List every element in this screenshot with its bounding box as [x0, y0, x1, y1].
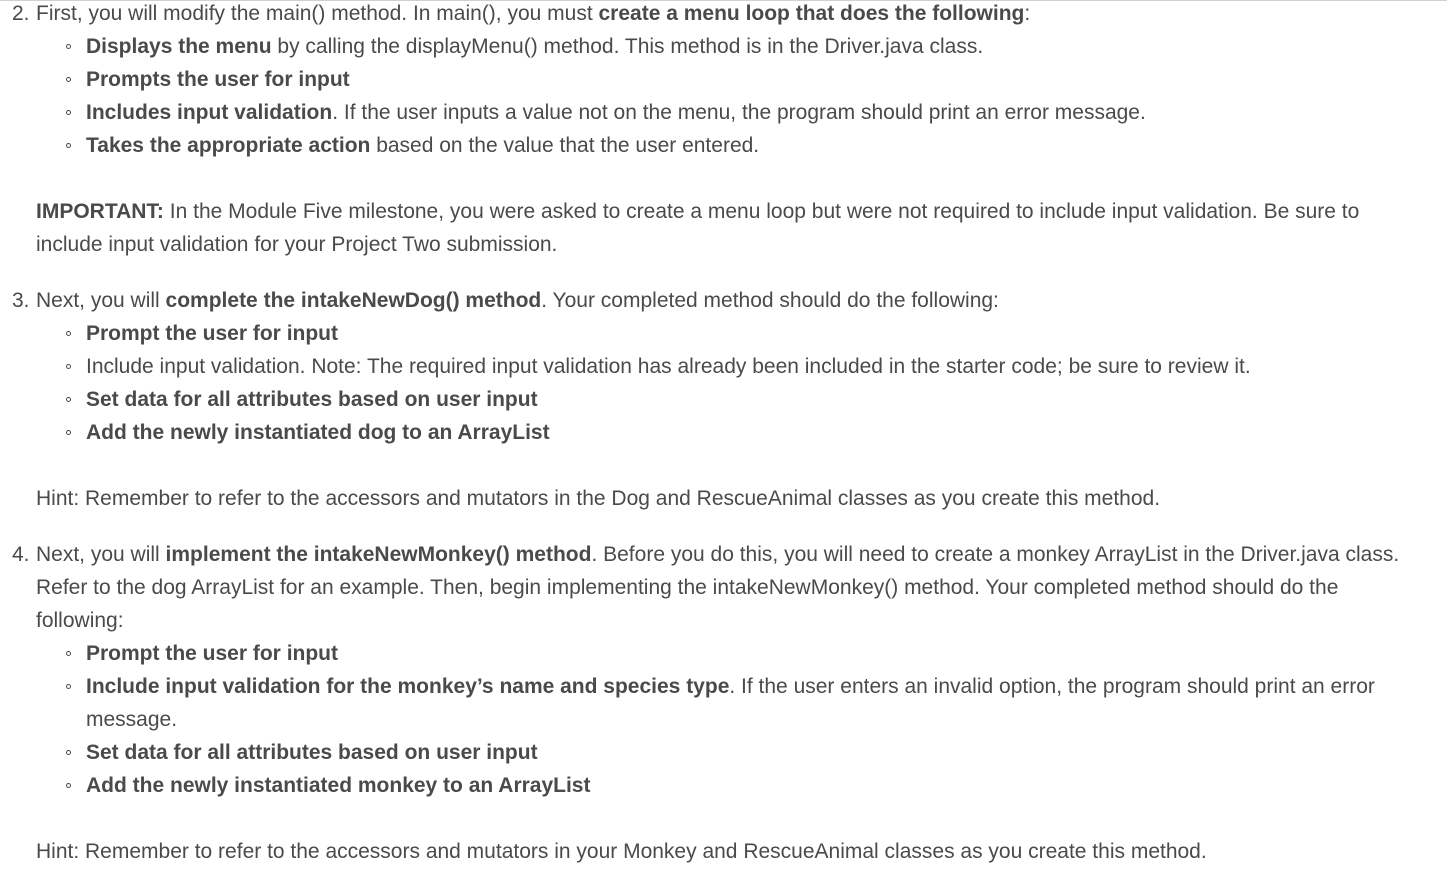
step-intro: Next, you will complete the intakeNewDog() method. Your completed method should do the following: [36, 289, 999, 312]
bullet-icon [66, 143, 71, 148]
list-item: Includes input validation. If the user inputs a value not on the menu, the program should print an error message. [86, 96, 1427, 129]
step-3 [0, 284, 1447, 449]
bullet-list [36, 317, 1427, 449]
bullet-icon [66, 364, 71, 369]
bullet-icon [66, 684, 71, 689]
list-item: Include input validation for the monkey’s name and species type. If the user enters an invalid option, the program should print an error message. [86, 670, 1427, 736]
bullet-icon [66, 651, 71, 656]
list-item: Prompt the user for input [86, 317, 1427, 350]
bullet-icon [66, 331, 71, 336]
important-note: IMPORTANT: In the Module Five milestone, you were asked to create a menu loop but were not required to include input validation. Be sure to include input validation for your Project Two submission. [36, 200, 1360, 256]
step-number: 2. [12, 2, 30, 25]
list-item: Add the newly instantiated dog to an ArrayList [86, 416, 1427, 449]
list-item: Include input validation. Note: The required input validation has already been included in the starter code; be sure to review it. [86, 350, 1427, 383]
bullet-icon [66, 783, 71, 788]
list-item: Takes the appropriate action based on the value that the user entered. [86, 129, 1427, 162]
step-number: 3. [12, 289, 30, 312]
list-item: Set data for all attributes based on user input [86, 383, 1427, 416]
step-intro: First, you will modify the main() method. In main(), you must create a menu loop that does the following: [36, 2, 1031, 25]
bullet-icon [66, 750, 71, 755]
list-item: Prompts the user for input [86, 63, 1427, 96]
bullet-icon [66, 110, 71, 115]
list-item: Add the newly instantiated monkey to an ArrayList [86, 769, 1427, 802]
step-2 [0, 0, 1447, 162]
bullet-icon [66, 77, 71, 82]
hint-text: Hint: Remember to refer to the accessors and mutators in the Dog and RescueAnimal classes as you create this method. [36, 487, 1161, 510]
step-4 [0, 538, 1447, 802]
list-item: Displays the menu by calling the displayMenu() method. This method is in the Driver.java class. [86, 30, 1427, 63]
step-intro: Next, you will implement the intakeNewMonkey() method. Before you do this, you will need to create a monkey ArrayList in the Driver.java class. Refer to the dog ArrayList for an example. Then, begin implementing the intakeNewMonkey() method. Your completed method should do the following: [36, 543, 1400, 632]
bullet-icon [66, 44, 71, 49]
bullet-list [36, 30, 1427, 162]
list-item: Set data for all attributes based on user input [86, 736, 1427, 769]
hint-text: Hint: Remember to refer to the accessors and mutators in your Monkey and RescueAnimal classes as you create this method. [36, 840, 1207, 863]
bullet-icon [66, 397, 71, 402]
bullet-list [36, 637, 1427, 802]
bullet-icon [66, 430, 71, 435]
step-number: 4. [12, 543, 30, 566]
list-item: Prompt the user for input [86, 637, 1427, 670]
